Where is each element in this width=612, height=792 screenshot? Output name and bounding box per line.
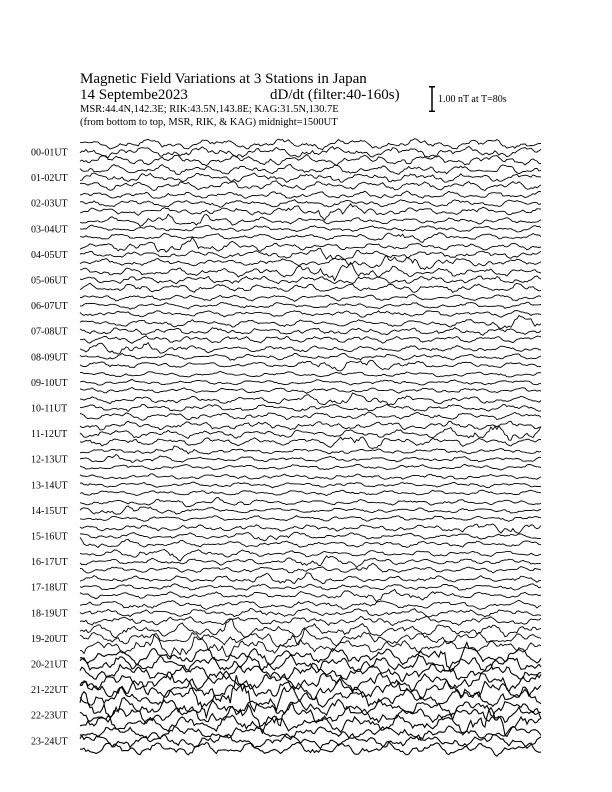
trace-rik [80, 404, 541, 411]
hour-label: 20-21UT [31, 659, 68, 671]
trace-msr [80, 498, 541, 507]
trace-kag [80, 516, 541, 522]
hour-label: 13-14UT [31, 480, 68, 492]
trace-rik [80, 302, 541, 309]
hour-label: 15-16UT [31, 531, 68, 543]
hour-label: 09-10UT [31, 377, 68, 389]
trace-kag [80, 589, 541, 601]
hour-label: 14-15UT [31, 505, 68, 517]
filter-label: dD/dt (filter:40-160s) [270, 87, 400, 103]
trace-kag [80, 256, 541, 270]
trace-rik [80, 353, 541, 360]
trace-kag [80, 563, 541, 573]
hour-label: 06-07UT [31, 301, 68, 313]
trace-msr [80, 295, 541, 302]
trace-kag [80, 181, 541, 191]
trace-rik [80, 608, 541, 617]
hour-label: 22-23UT [31, 710, 68, 722]
trace-msr [80, 446, 541, 454]
trace-kag [80, 387, 541, 393]
hour-label: 23-24UT [31, 736, 68, 748]
trace-kag [80, 616, 541, 626]
trace-kag [80, 360, 541, 371]
trace-kag [80, 204, 541, 220]
trace-rik [80, 506, 541, 514]
hour-label: 07-08UT [31, 326, 68, 338]
hour-label: 02-03UT [31, 198, 68, 210]
trace-rik [80, 379, 541, 385]
trace-kag [80, 155, 541, 166]
trace-rik [80, 584, 541, 590]
trace-rik [80, 655, 541, 673]
trace-rik [80, 173, 541, 182]
trace-msr [80, 214, 541, 226]
trace-kag [80, 336, 541, 344]
trace-kag [80, 311, 541, 318]
trace-kag [80, 663, 541, 681]
trace-msr [80, 550, 541, 562]
hour-label: 19-20UT [31, 633, 68, 645]
trace-msr [80, 421, 541, 430]
hour-label: 10-11UT [31, 403, 68, 415]
trace-kag [80, 742, 541, 757]
hour-label: 00-01UT [31, 147, 68, 159]
stations-label: MSR:44.4N,142.3E; RIK:43.5N,143.8E; KAG:31.5N,130.7E [80, 104, 339, 115]
trace-msr [80, 343, 541, 354]
hour-label: 17-18UT [31, 582, 68, 594]
trace-rik [80, 532, 541, 541]
trace-kag [80, 412, 541, 420]
trace-rik [80, 454, 541, 462]
trace-msr [80, 371, 541, 377]
hour-label: 12-13UT [31, 454, 68, 466]
trace-msr [80, 573, 541, 584]
trace-rik [80, 426, 541, 440]
hour-label: 18-19UT [31, 608, 68, 620]
trace-rik [80, 276, 541, 284]
hour-label: 21-22UT [31, 685, 68, 697]
trace-rik [80, 200, 541, 208]
trace-msr [80, 726, 541, 740]
trace-msr [80, 474, 541, 480]
trace-msr [80, 139, 541, 150]
trace-kag [80, 283, 541, 292]
chart-title: Magnetic Field Variations at 3 Stations in Japan [80, 71, 367, 87]
hour-label: 04-05UT [31, 249, 68, 261]
trace-rik [80, 248, 541, 260]
trace-msr [80, 393, 541, 405]
trace-rik [80, 225, 541, 232]
hour-label: 11-12UT [31, 429, 68, 441]
trace-msr [80, 600, 541, 609]
trace-msr [80, 237, 541, 252]
trace-rik [80, 556, 541, 568]
trace-kag [80, 464, 541, 470]
order-note: (from bottom to top, MSR, RIK, & KAG) midnight=1500UT [80, 117, 338, 128]
date-label: 14 Septembe2023 [80, 87, 188, 103]
trace-msr [80, 316, 541, 329]
trace-msr [80, 165, 541, 175]
scale-label: 1.00 nT at T=80s [438, 94, 507, 105]
trace-kag [80, 437, 541, 448]
hour-label: 01-02UT [31, 173, 68, 185]
trace-rik [80, 482, 541, 488]
hour-label: 03-04UT [31, 224, 68, 236]
trace-msr [80, 191, 541, 198]
trace-kag [80, 490, 541, 496]
trace-kag [80, 537, 541, 547]
trace-msr [80, 524, 541, 533]
hour-label: 08-09UT [31, 352, 68, 364]
trace-rik [80, 146, 541, 157]
trace-rik [80, 328, 541, 336]
hour-label: 05-06UT [31, 275, 68, 287]
hour-label: 16-17UT [31, 557, 68, 569]
trace-kag [80, 233, 541, 243]
